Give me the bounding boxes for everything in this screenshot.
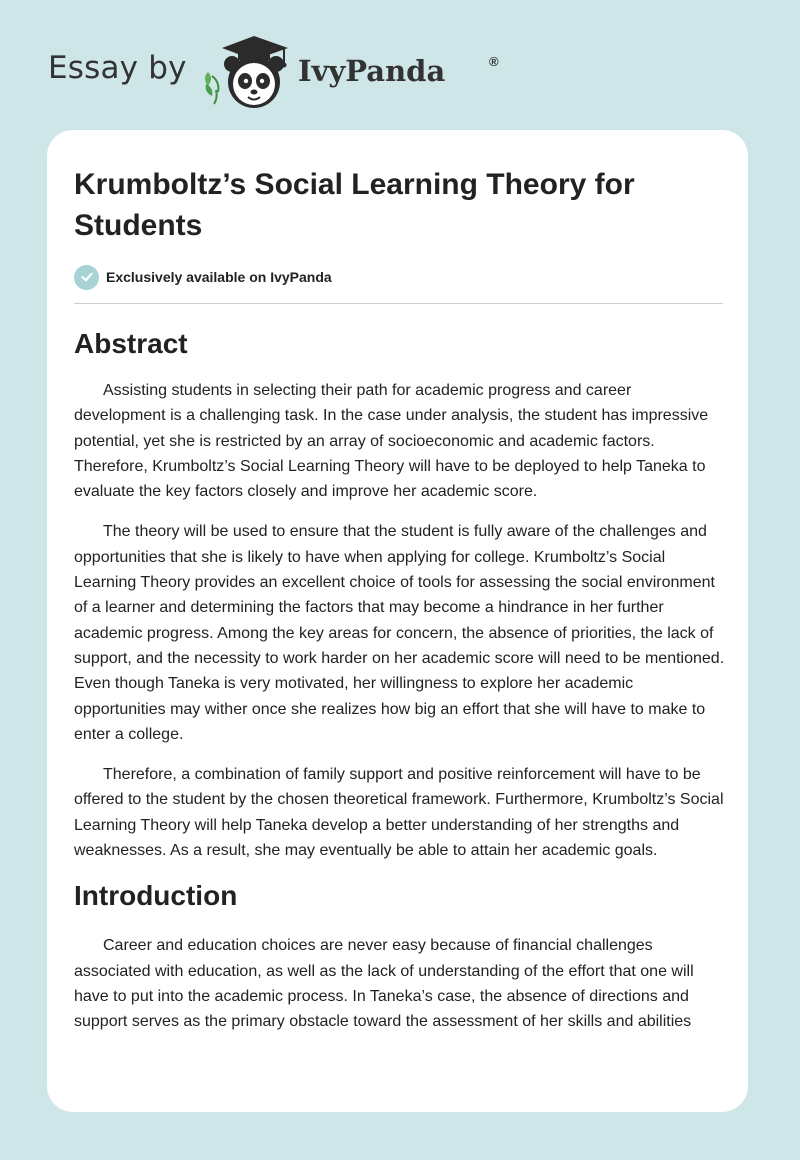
paragraph: Assisting students in selecting their path for academic progress and career development is a challenging task. In the case under analysis, the student has impressive potential, yet she is restricted by an array of socioeconomic and academic factors. Therefore, Krumboltz’s Social Learning Theory will have to be deployed to help Taneka to evaluate the key factors closely and improve her academic score. [74,382,709,501]
essay-card [47,130,748,1112]
page-title: Krumboltz’s Social Learning Theory for Students [74,168,635,242]
section-heading-abstract: Abstract [74,328,188,359]
badge-label: Exclusively available on IvyPanda [106,269,332,285]
ivypanda-wordmark[interactable]: IvyPanda [298,54,446,88]
site-header [48,28,548,118]
paragraph: Career and education choices are never easy because of financial challenges associated with education, as well as the lack of understanding of the effort that one will have to put into the academic process. In Taneka’s case, the absence of directions and support serves as the primary obstacle toward the assessment of her skills and abilities [74,937,694,1031]
essay-by-label: Essay by [48,50,187,86]
panda-logo-icon[interactable] [200,34,296,114]
divider [74,303,723,304]
registered-mark: ® [489,54,499,69]
check-icon [74,265,99,290]
paragraph: The theory will be used to ensure that the student is fully aware of the challenges and opportunities that she is likely to have when applying for college. Krumboltz’s Social Learning Theory provides an excellent choice of tools for assessing the social environment of a learner and determining the factors that may become a hindrance in her further academic progress. Among the key areas for concern, the absence of priorities, the lack of support, and the necessity to work harder on her academic score will need to be mentioned. Even though Taneka is very motivated, her willingness to explore her academic opportunities may wither once she realizes how big an effort that she will have to make to enter a college. [74,523,725,743]
section-heading-introduction: Introduction [74,880,238,912]
paragraph: Therefore, a combination of family support and positive reinforcement will have to be offered to the student by the chosen theoretical framework. Furthermore, Krumboltz’s Social Learning Theory will help Taneka develop a better understanding of her strengths and weaknesses. As a result, she may eventually be able to attain her academic goals. [74,766,724,860]
article-body [74,326,726,1050]
exclusive-badge [74,264,332,290]
